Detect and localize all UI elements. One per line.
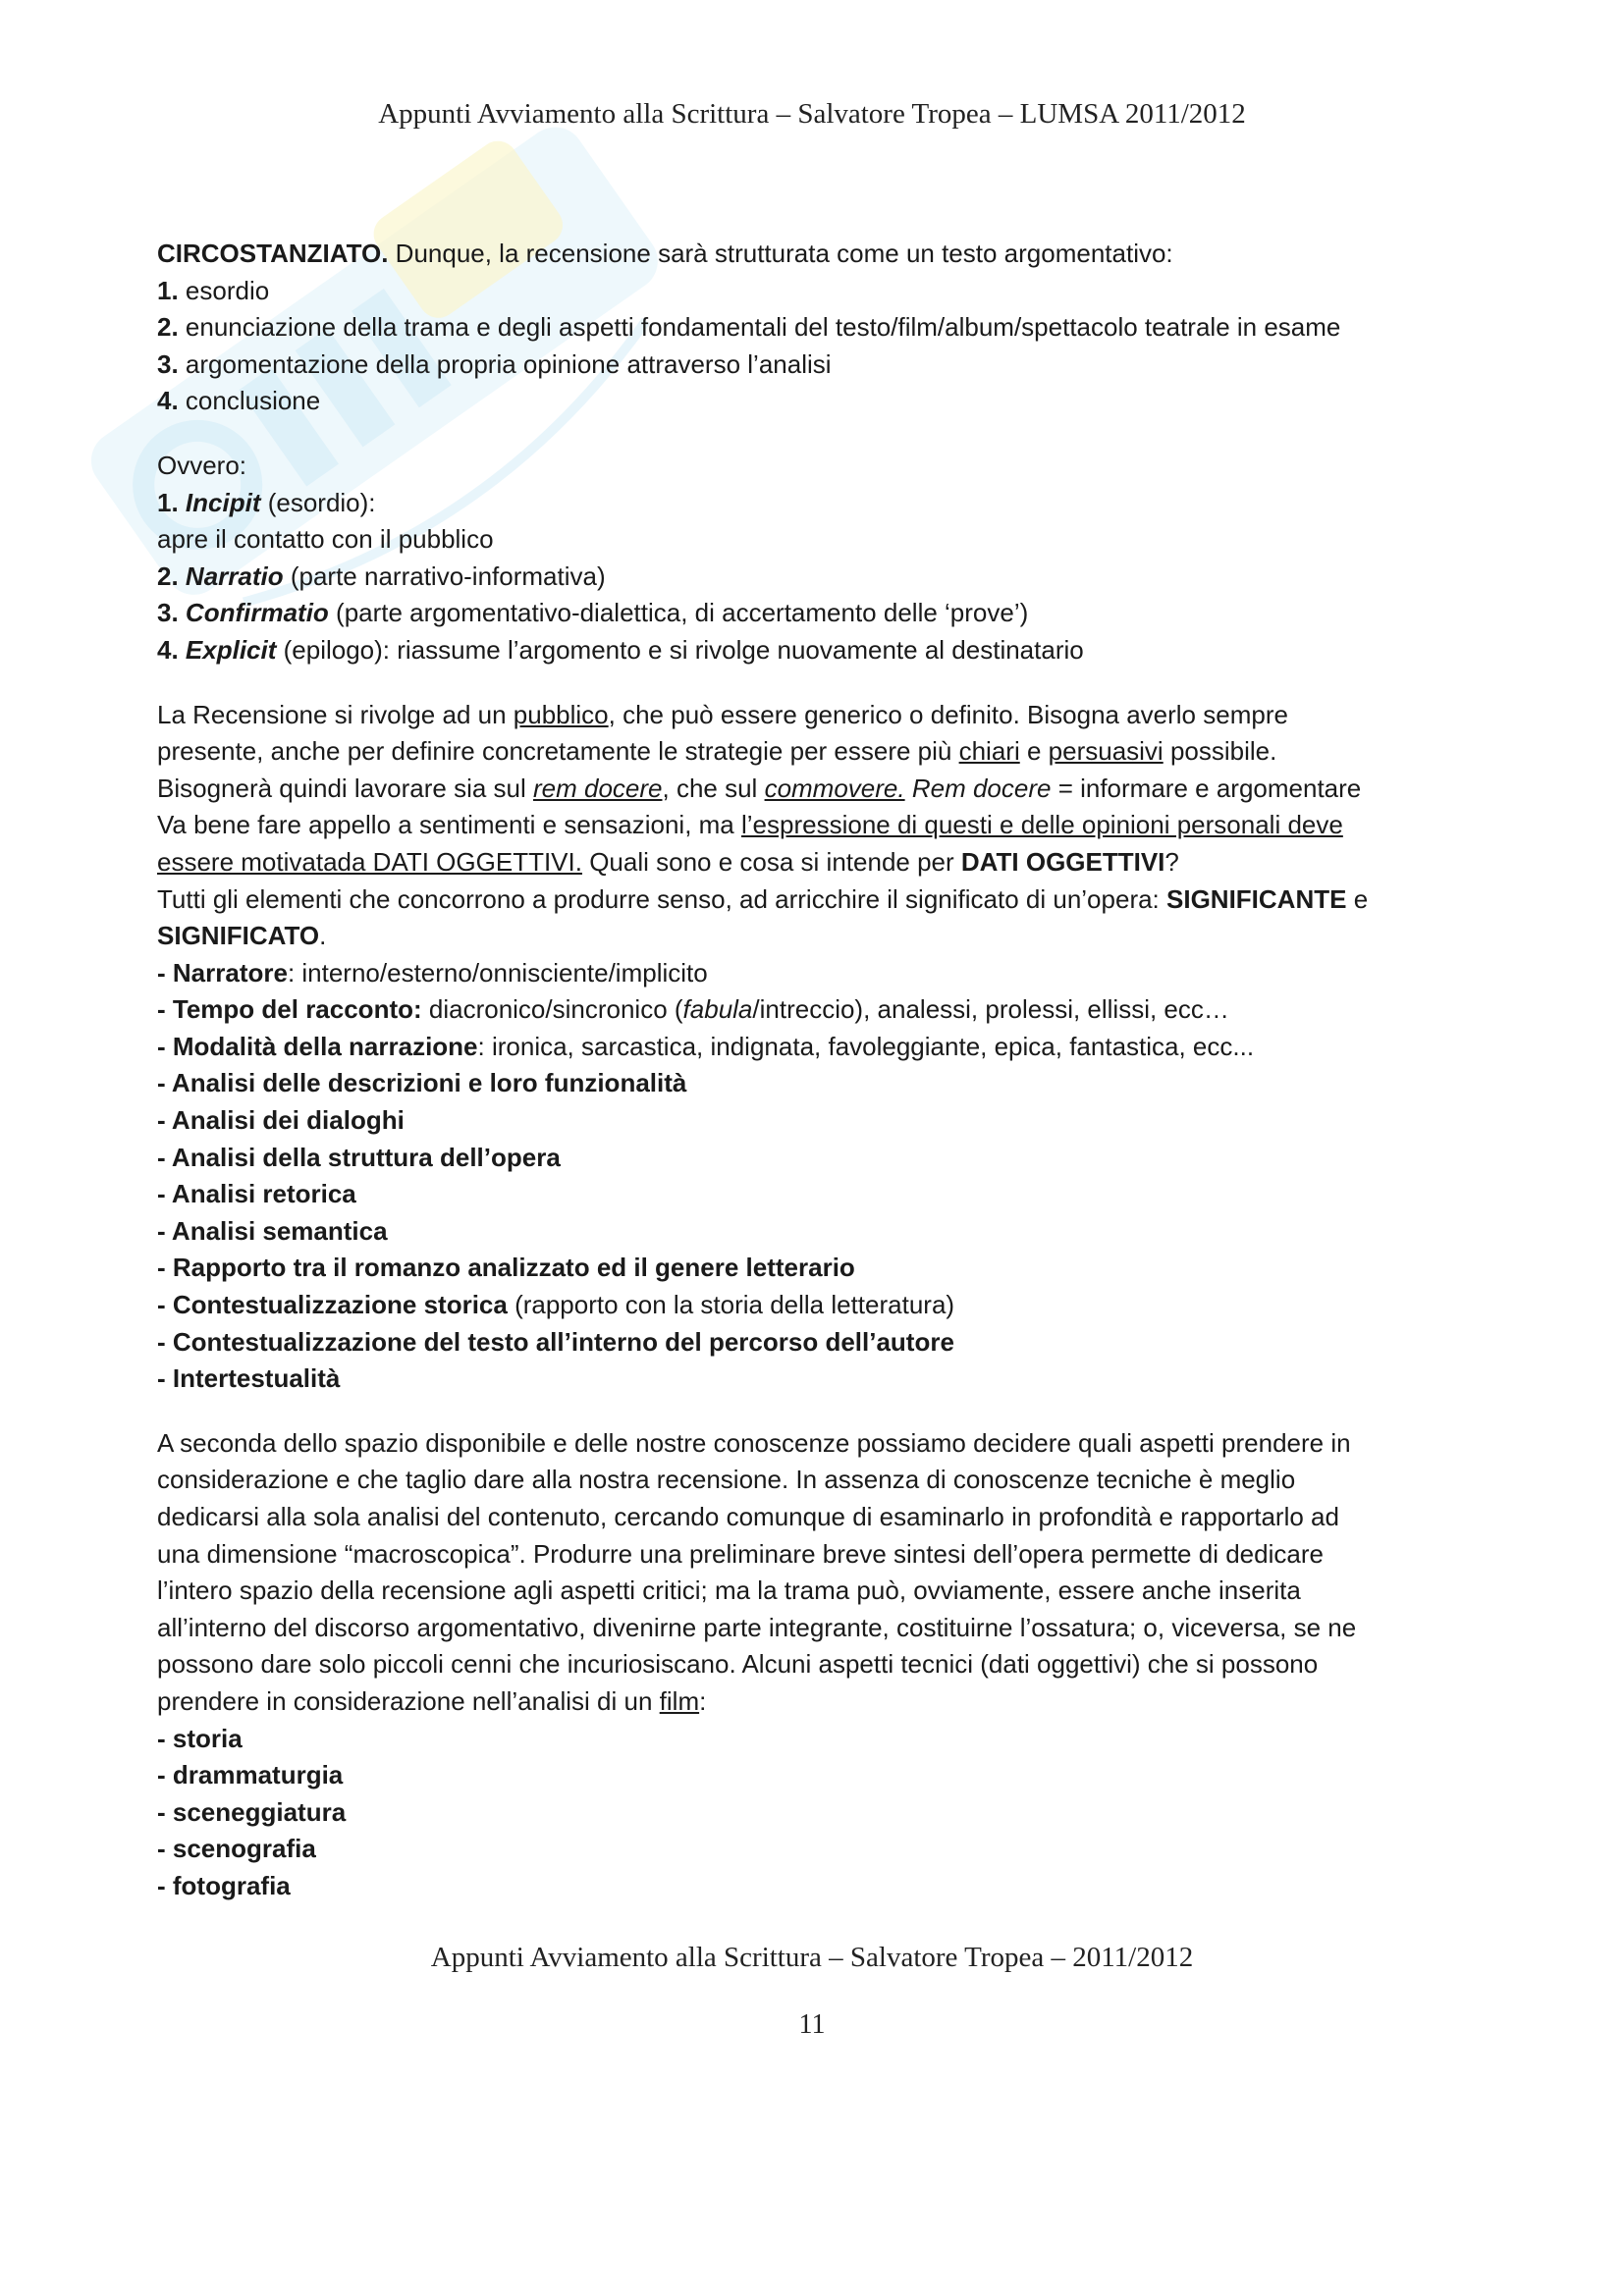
list-item	[157, 1721, 1492, 1758]
underlined-text: essere motivatada DATI OGGETTIVI.	[157, 846, 582, 877]
underlined-term: pubblico	[513, 699, 609, 729]
item-text: (esordio):	[260, 487, 376, 517]
item-text: diacronico/sincronico (	[421, 994, 683, 1025]
item-label: - Analisi dei dialoghi	[157, 1105, 405, 1136]
list-item	[157, 1065, 1492, 1102]
underlined-text: l’espressione di questi e delle opinioni personali deve	[741, 810, 1343, 840]
list-item	[157, 1324, 1492, 1362]
running-header: Appunti Avviamento alla Scrittura – Salvatore Tropea – LUMSA 2011/2012	[378, 98, 1246, 130]
item-label: - Tempo del racconto:	[157, 994, 422, 1025]
paragraph-line: apre il contatto con il pubblico	[157, 524, 494, 555]
item-text: : ironica, sarcastica, indignata, favoleggiante, epica, fantastica, ecc...	[477, 1031, 1255, 1061]
list-item	[157, 1250, 1492, 1287]
item-text: (parte argomentativo-dialettica, di accertamento delle ‘prove’)	[328, 598, 1029, 628]
underlined-term: chiari	[958, 736, 1020, 767]
item-text: (rapporto con la storia della letteratura)	[507, 1290, 955, 1320]
keyword: SIGNIFICANTE	[1166, 883, 1347, 914]
item-label: - Rapporto tra il romanzo analizzato ed il genere letterario	[157, 1253, 855, 1283]
text: Tutti gli elementi che concorrono a produrre senso, ad arricchire il significato di un’opera:	[157, 883, 1167, 914]
keyword: DATI OGGETTIVI	[960, 846, 1165, 877]
text: .	[319, 921, 327, 951]
list-item	[157, 309, 1492, 347]
item-number: 3.	[157, 598, 186, 628]
underlined-term: rem docere	[533, 773, 663, 803]
list-item	[157, 1757, 1492, 1794]
list-item	[157, 1029, 1492, 1066]
paragraph-line: A seconda dello spazio disponibile e delle nostre conoscenze possiamo decidere quali aspetti prendere in	[157, 1427, 1351, 1458]
paragraph-line	[157, 918, 1492, 955]
list-item	[157, 632, 1492, 669]
paragraph-line	[157, 881, 1492, 919]
item-label: - Analisi retorica	[157, 1179, 356, 1209]
item-text: : interno/esterno/onnisciente/implicito	[287, 957, 708, 988]
text: = informare e argomentare	[1051, 773, 1362, 803]
item-number: 4.	[157, 386, 179, 416]
latin-term: Narratio	[185, 561, 284, 591]
paragraph-line: all’interno del discorso argomentativo, divenirne parte integrante, costituirne l’ossatura; o, viceversa, se ne	[157, 1612, 1357, 1642]
item-text: enunciazione della trama e degli aspetti fondamentali del testo/film/album/spettacolo teatrale in esame	[178, 312, 1341, 343]
document-body	[157, 236, 1492, 1905]
item-label: - Contestualizzazione storica	[157, 1290, 508, 1320]
text: ?	[1164, 846, 1179, 877]
list-item	[157, 1213, 1492, 1251]
paragraph-line	[157, 1683, 1492, 1721]
item-label: - Modalità della narrazione	[157, 1031, 478, 1061]
list-item	[157, 1831, 1492, 1868]
text: :	[699, 1685, 707, 1716]
latin-term: Confirmatio	[185, 598, 329, 628]
item-number: 1.	[157, 487, 186, 517]
text: Va bene fare appello a sentimenti e sensazioni, ma	[157, 810, 741, 840]
list-item	[157, 485, 1492, 522]
paragraph-line	[157, 807, 1492, 844]
list-item	[157, 559, 1492, 596]
text: presente, anche per definire concretamente le strategie per essere più	[157, 736, 959, 767]
item-number: 2.	[157, 561, 186, 591]
item-label: - sceneggiatura	[157, 1796, 347, 1827]
italic-term: Rem docere	[911, 773, 1052, 803]
list-item	[157, 595, 1492, 632]
paragraph-line: dedicarsi alla sola analisi del contenuto, cercando comunque di esaminarlo in profondità e rapportarlo ad	[157, 1502, 1339, 1531]
item-text: (parte narrativo-informativa)	[283, 561, 606, 591]
list-item	[157, 383, 1492, 420]
item-label: - Contestualizzazione del testo all’interno del percorso dell’autore	[157, 1326, 954, 1357]
item-label: - Narratore	[157, 957, 288, 988]
item-label: - scenografia	[157, 1834, 316, 1864]
latin-term: Explicit	[185, 634, 277, 665]
item-label: - Analisi delle descrizioni e loro funzionalità	[157, 1068, 687, 1098]
item-label: - drammaturgia	[157, 1760, 344, 1790]
list-item	[157, 1140, 1492, 1177]
text: Quali sono e cosa si intende per	[581, 846, 961, 877]
keyword: SIGNIFICATO	[157, 921, 320, 951]
paragraph-line	[157, 697, 1492, 734]
item-label: - fotografia	[157, 1870, 291, 1900]
text: , che sul	[662, 773, 765, 803]
list-item	[157, 1176, 1492, 1213]
item-number: 2.	[157, 312, 179, 343]
keyword: CIRCOSTANZIATO.	[157, 239, 389, 268]
paragraph-line: considerazione e che taglio dare alla nostra recensione. In assenza di conoscenze tecniche è meglio	[157, 1465, 1296, 1495]
item-number: 1.	[157, 275, 179, 305]
item-number: 3.	[157, 348, 179, 379]
paragraph-line: Ovvero:	[157, 450, 247, 480]
item-label: - Intertestualità	[157, 1363, 341, 1394]
paragraph-line	[157, 771, 1492, 808]
paragraph-line: una dimensione “macroscopica”. Produrre una preliminare breve sintesi dell’opera permette di dedicare	[157, 1538, 1324, 1569]
underlined-term: film	[659, 1685, 700, 1716]
paragraph-line: possono dare solo piccoli cenni che incuriosiscano. Alcuni aspetti tecnici (dati oggettivi) che si possono	[157, 1649, 1319, 1680]
paragraph-line	[157, 236, 1492, 273]
list-item	[157, 1868, 1492, 1905]
item-label: - storia	[157, 1723, 243, 1753]
text: possibile.	[1163, 736, 1277, 767]
paragraph-line	[157, 733, 1492, 771]
page-number: 11	[798, 2009, 826, 2040]
italic-term: fabula	[682, 994, 753, 1025]
list-item	[157, 1794, 1492, 1832]
item-text: argomentazione della propria opinione attraverso l’analisi	[178, 348, 832, 379]
item-number: 4.	[157, 634, 186, 665]
running-footer: Appunti Avviamento alla Scrittura – Salvatore Tropea – 2011/2012	[430, 1942, 1194, 1973]
item-text: esordio	[178, 275, 270, 305]
item-label: - Analisi della struttura dell’opera	[157, 1142, 561, 1172]
text: , che può essere generico o definito. Bisogna averlo sempre	[608, 699, 1288, 729]
text: La Recensione si rivolge ad un	[157, 699, 514, 729]
paragraph-line	[157, 844, 1492, 881]
paragraph-line: l’intero spazio della recensione agli aspetti critici; ma la trama può, ovviamente, essere anche inserita	[157, 1575, 1301, 1606]
item-label: - Analisi semantica	[157, 1215, 388, 1246]
list-item	[157, 1102, 1492, 1140]
item-text: (epilogo): riassume l’argomento e si rivolge nuovamente al destinatario	[276, 634, 1084, 665]
item-text: conclusione	[178, 386, 321, 416]
list-item	[157, 347, 1492, 384]
list-item	[157, 955, 1492, 992]
list-item	[157, 991, 1492, 1029]
text	[905, 774, 912, 803]
underlined-term: persuasivi	[1048, 736, 1164, 767]
underlined-term: commovere.	[764, 773, 905, 803]
list-item	[157, 273, 1492, 310]
list-item	[157, 1287, 1492, 1324]
text: e	[1019, 736, 1049, 767]
text: e	[1346, 883, 1369, 914]
text: prendere in considerazione nell’analisi di un	[157, 1685, 660, 1716]
text: Bisognerà quindi lavorare sia sul	[157, 773, 533, 803]
latin-term: Incipit	[185, 487, 261, 517]
list-item	[157, 1361, 1492, 1398]
item-text: /intreccio), analessi, prolessi, ellissi, ecc…	[752, 994, 1229, 1025]
text: Dunque, la recensione sarà strutturata come un testo argomentativo:	[388, 239, 1173, 268]
